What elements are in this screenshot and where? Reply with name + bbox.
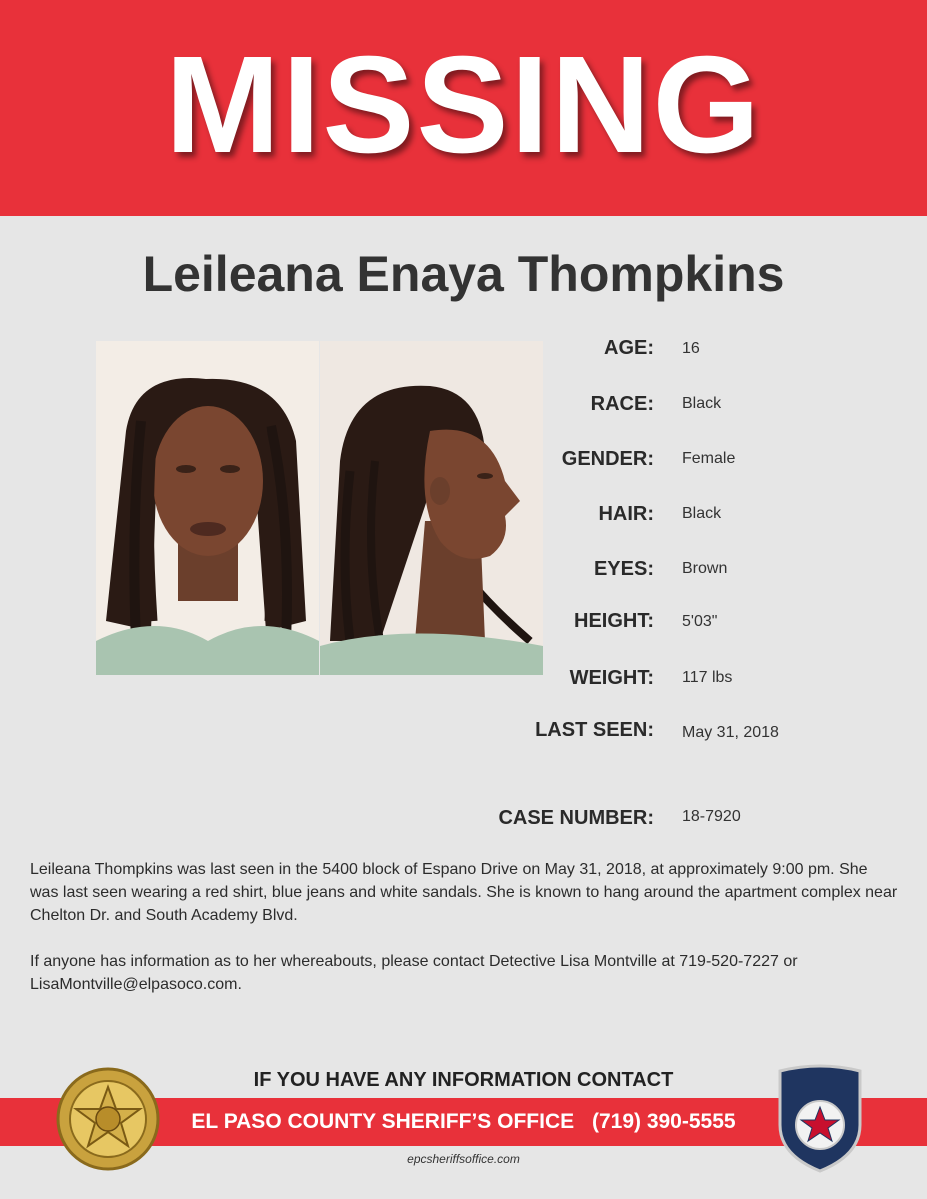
sheriff-patch-icon	[774, 1063, 866, 1173]
case-number-value: 18-7920	[682, 808, 741, 825]
race-label: RACE:	[590, 393, 654, 415]
website-link[interactable]: epcsheriffsoffice.com	[407, 1152, 520, 1166]
hair-value: Black	[682, 505, 722, 522]
description	[30, 858, 900, 1019]
age-value: 16	[682, 340, 700, 357]
race-value: Black	[682, 395, 722, 412]
gender-label: GENDER:	[561, 448, 654, 470]
weight-label: WEIGHT:	[569, 667, 654, 689]
deputy-sheriff-badge-icon	[56, 1063, 160, 1175]
office-phone: (719) 390-5555	[591, 1110, 736, 1133]
weight-value: 117 lbs	[682, 669, 733, 686]
description-paragraph-1: Leileana Thompkins was last seen in the 5400 block of Espano Drive on May 31, 2018, at approximately 9:00 pm. She was last seen wearing a red shirt, blue jeans and white sandals. She is known to hang around the apartment complex near Chelton Dr. and South Academy Blvd.	[30, 861, 898, 924]
last-seen-value: May 31, 2018	[682, 724, 779, 741]
hair-label: HAIR:	[598, 503, 654, 525]
case-number-label: CASE NUMBER:	[498, 807, 654, 829]
banner-title: MISSING	[165, 28, 762, 182]
height-value: 5'03"	[682, 613, 718, 630]
office-name: EL PASO COUNTY SHERIFF’S OFFICE	[191, 1110, 575, 1133]
contact-heading: IF YOU HAVE ANY INFORMATION CONTACT	[253, 1069, 674, 1091]
eyes-value: Brown	[682, 560, 728, 577]
gender-value: Female	[682, 450, 736, 467]
description-paragraph-2: If anyone has information as to her whereabouts, please contact Detective Lisa Montville at 719-520-7227 or LisaMontville@elpasoco.com.	[30, 953, 798, 993]
height-label: HEIGHT:	[574, 610, 654, 632]
mugshot-front-photo	[96, 341, 319, 675]
last-seen-label: LAST SEEN:	[535, 719, 654, 741]
age-label: AGE:	[604, 337, 654, 359]
person-name: Leileana Enaya Thompkins	[142, 246, 785, 302]
eyes-label: EYES:	[593, 558, 654, 580]
